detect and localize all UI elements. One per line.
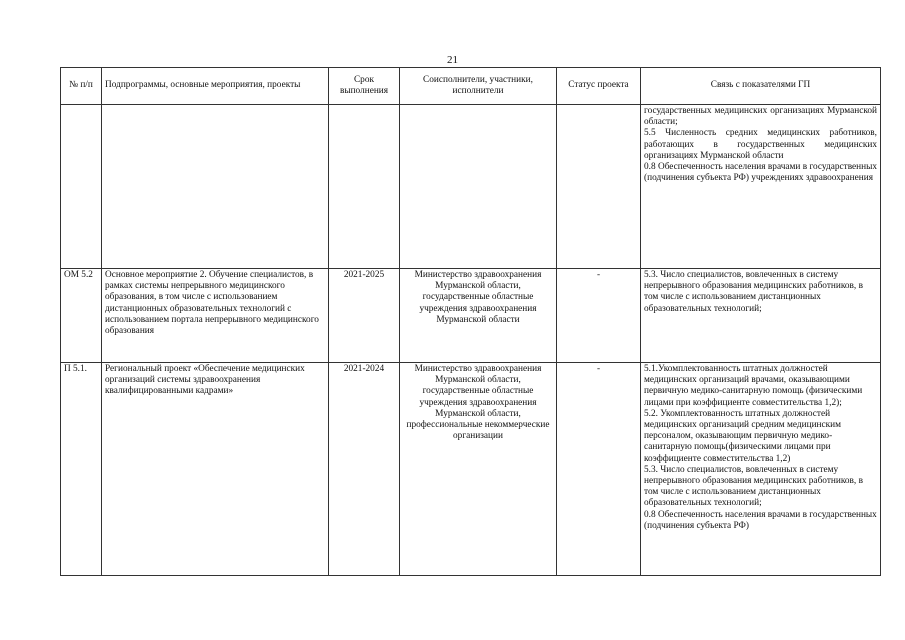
row-link bbox=[641, 105, 881, 269]
table-row bbox=[61, 363, 881, 576]
link-line: 0.8 Обеспеченность населения врачами в государственных (подчинения субъекта РФ) учреждениях здравоохранения bbox=[644, 162, 877, 184]
program-table bbox=[60, 67, 881, 576]
row-link bbox=[641, 269, 881, 363]
header-num: № п/п bbox=[61, 68, 102, 105]
row-num: ОМ 5.2 bbox=[61, 269, 102, 363]
row-executors: Министерство здравоохранения Мурманской области, государственные областные учреждения здравоохранения Мурманской области, профессиональные некоммерческие организации bbox=[400, 363, 557, 576]
header-term: Срок выполнения bbox=[329, 68, 400, 105]
row-executors bbox=[400, 105, 557, 269]
row-name bbox=[102, 105, 329, 269]
table-row bbox=[61, 105, 881, 269]
page-number: 21 bbox=[447, 54, 458, 66]
header-link: Связь с показателями ГП bbox=[641, 68, 881, 105]
row-status: - bbox=[557, 363, 641, 576]
link-line: государственных медицинских организациях Мурманской области; bbox=[644, 106, 877, 128]
link-line: 5.3. Число специалистов, вовлеченных в систему непрерывного образования медицинских работников, в том числе с использованием дистанционных образовательных технологий; bbox=[644, 464, 863, 509]
header-subprograms: Подпрограммы, основные мероприятия, проекты bbox=[102, 68, 329, 105]
header-status: Статус проекта bbox=[557, 68, 641, 105]
row-link bbox=[641, 363, 881, 576]
table-row bbox=[61, 269, 881, 363]
row-executors: Министерство здравоохранения Мурманской области, государственные областные учреждения здравоохранения Мурманской области bbox=[400, 269, 557, 363]
row-term bbox=[329, 105, 400, 269]
row-num: П 5.1. bbox=[61, 363, 102, 576]
row-name: Региональный проект «Обеспечение медицинских организаций системы здравоохранения квалифицированными кадрами» bbox=[102, 363, 329, 576]
row-status bbox=[557, 105, 641, 269]
row-name: Основное мероприятие 2. Обучение специалистов, в рамках системы непрерывного медицинского образования, в том числе с использованием дистанционных образовательных технологий с использованием портала непрерывного медицинского образования bbox=[102, 269, 329, 363]
table-header-row bbox=[61, 68, 881, 105]
link-line: 5.5 Численность средних медицинских работников, работающих в государственных медицинских организациях Мурманской области bbox=[644, 128, 877, 161]
link-line: 5.3. Число специалистов, вовлеченных в систему непрерывного образования медицинских работников, в том числе с использованием дистанционных образовательных технологий; bbox=[644, 270, 863, 314]
link-line: 5.2. Укомплектованность штатных должностей медицинских организаций средним медицинским персоналом, оказывающим первичную медико-санитарную помощь(физическими лицами при коэффициенте совместительства 1,2) bbox=[644, 408, 842, 464]
row-term: 2021-2025 bbox=[329, 269, 400, 363]
link-line: 0.8 Обеспеченность населения врачами в государственных (подчинения субъекта РФ) bbox=[644, 509, 877, 531]
header-coexecutors: Соисполнители, участники, исполнители bbox=[400, 68, 557, 105]
link-line: 5.1.Укомплектованность штатных должностей медицинских организаций врачами, оказывающими первичную медико-санитарную помощь (физическими лицами при коэффициенте совместительства 1,2); bbox=[644, 364, 863, 408]
row-num bbox=[61, 105, 102, 269]
row-status: - bbox=[557, 269, 641, 363]
row-term: 2021-2024 bbox=[329, 363, 400, 576]
